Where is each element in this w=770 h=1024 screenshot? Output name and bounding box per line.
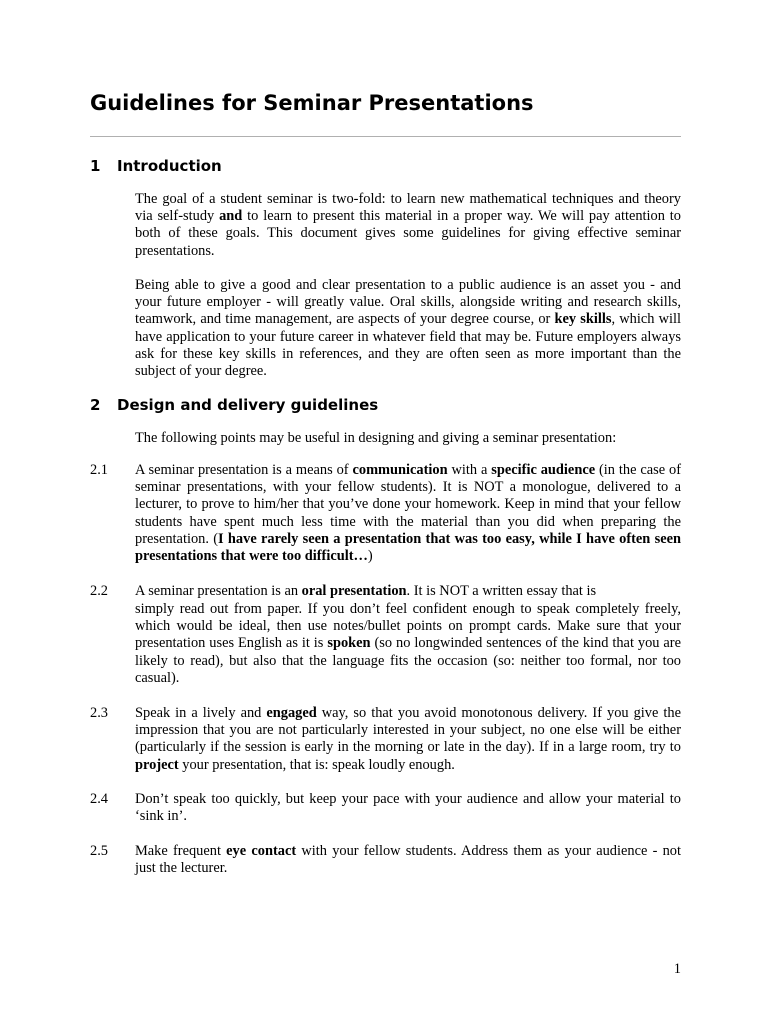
bold-run: specific audience [491, 462, 596, 478]
section-1-number: 1 [90, 157, 101, 175]
section-2-title: Design and delivery guidelines [117, 396, 379, 414]
intro-paragraph-1 [135, 191, 681, 260]
bold-run: eye contact [226, 843, 297, 859]
item-number: 2.2 [90, 583, 108, 599]
document-title: Guidelines for Seminar Presentations [90, 91, 534, 115]
bold-run: I have rarely seen a presentation that was too easy, while I have often seen presentations that were too difficult… [135, 530, 681, 565]
item-number: 2.1 [90, 462, 108, 478]
text-run: with your fellow students. Address them as your audience - not just the lecturer. [135, 843, 682, 877]
text-run: (in the case of seminar presentations, with your fellow students). It is NOT a monologue, delivered to a lecturer, to prove to him/her that you’ve done your homework. Keep in mind that your fellow students have spent much less time with the material than you did when preparing the presentation. ( [135, 462, 681, 547]
item-number: 2.5 [90, 843, 108, 859]
item-2-4-text: Don’t speak too quickly, but keep your pace with your audience and allow your material to ‘sink in’. [135, 791, 681, 825]
section-1-heading [90, 157, 222, 175]
page-number: 1 [673, 961, 681, 977]
item-2-1-text [135, 462, 681, 565]
bold-run: communication [352, 462, 448, 478]
text-run: to learn to present this material in a proper way. We will pay attention to both of these goals. This document gives some guidelines for giving effective seminar presentations. [135, 208, 681, 259]
section-1-title: Introduction [117, 157, 222, 175]
title-divider [90, 136, 681, 137]
text-run: A seminar presentation is a means of [135, 462, 353, 478]
text-run: way, so that you avoid monotonous delivery. If you give the impression that you are not particularly interested in your subject, no one else will be either (particularly if the session is early in the morning or late in the day). If in a large room, try to [135, 705, 681, 756]
text-run: . It is NOT a written essay that is [406, 583, 597, 599]
bold-run: key skills [554, 311, 612, 328]
section-2-number: 2 [90, 396, 101, 414]
intro-paragraph-2 [135, 277, 681, 380]
item-2-5-text [135, 843, 681, 877]
item-number: 2.4 [90, 791, 108, 807]
text-run: (so no longwinded sentences of the kind that you are likely to read), but also that the language fits the occasion (so: neither too formal, nor too casual). [135, 635, 681, 686]
text-run: with a [447, 462, 492, 478]
bold-run: project [135, 756, 179, 773]
text-run: your presentation, that is: speak loudly enough. [178, 756, 455, 773]
text-run: simply read out from paper. If you don’t feel confident enough to speak completely freely, which would be ideal, then use notes/bullet points on prompt cards. Make sure that your presentation uses English as it is [135, 601, 681, 652]
text-run: The goal of a student seminar is two-fold: to learn new mathematical techniques and theory via self-study [135, 191, 681, 225]
section-2-heading [90, 396, 378, 414]
item-2-3-text [135, 705, 681, 774]
text-run: ) [367, 548, 373, 565]
text-run: , which will have application to your future career in whatever field that may be. Future employers always ask for these key skills in references, and they are often seen as more important than the subject of your degree. [135, 311, 681, 380]
section-2-intro: The following points may be useful in designing and giving a seminar presentation: [135, 430, 617, 446]
bold-run: oral presentation [301, 583, 407, 599]
bold-run: spoken [327, 635, 371, 652]
item-2-2-text [135, 601, 681, 687]
text-run: Make frequent [135, 843, 227, 859]
text-run: Speak in a lively and [135, 705, 267, 721]
bold-run: and [219, 208, 243, 225]
bold-run: engaged [266, 705, 317, 721]
item-number: 2.3 [90, 705, 108, 721]
item-2-2-first-line [135, 583, 681, 600]
text-run: A seminar presentation is an [135, 583, 302, 599]
text-run: Being able to give a good and clear presentation to a public audience is an asset you - and your future employer - will greatly value. Oral skills, alongside writing and research skills, teamwork, and time management, are aspects of your degree course, or [135, 277, 681, 328]
